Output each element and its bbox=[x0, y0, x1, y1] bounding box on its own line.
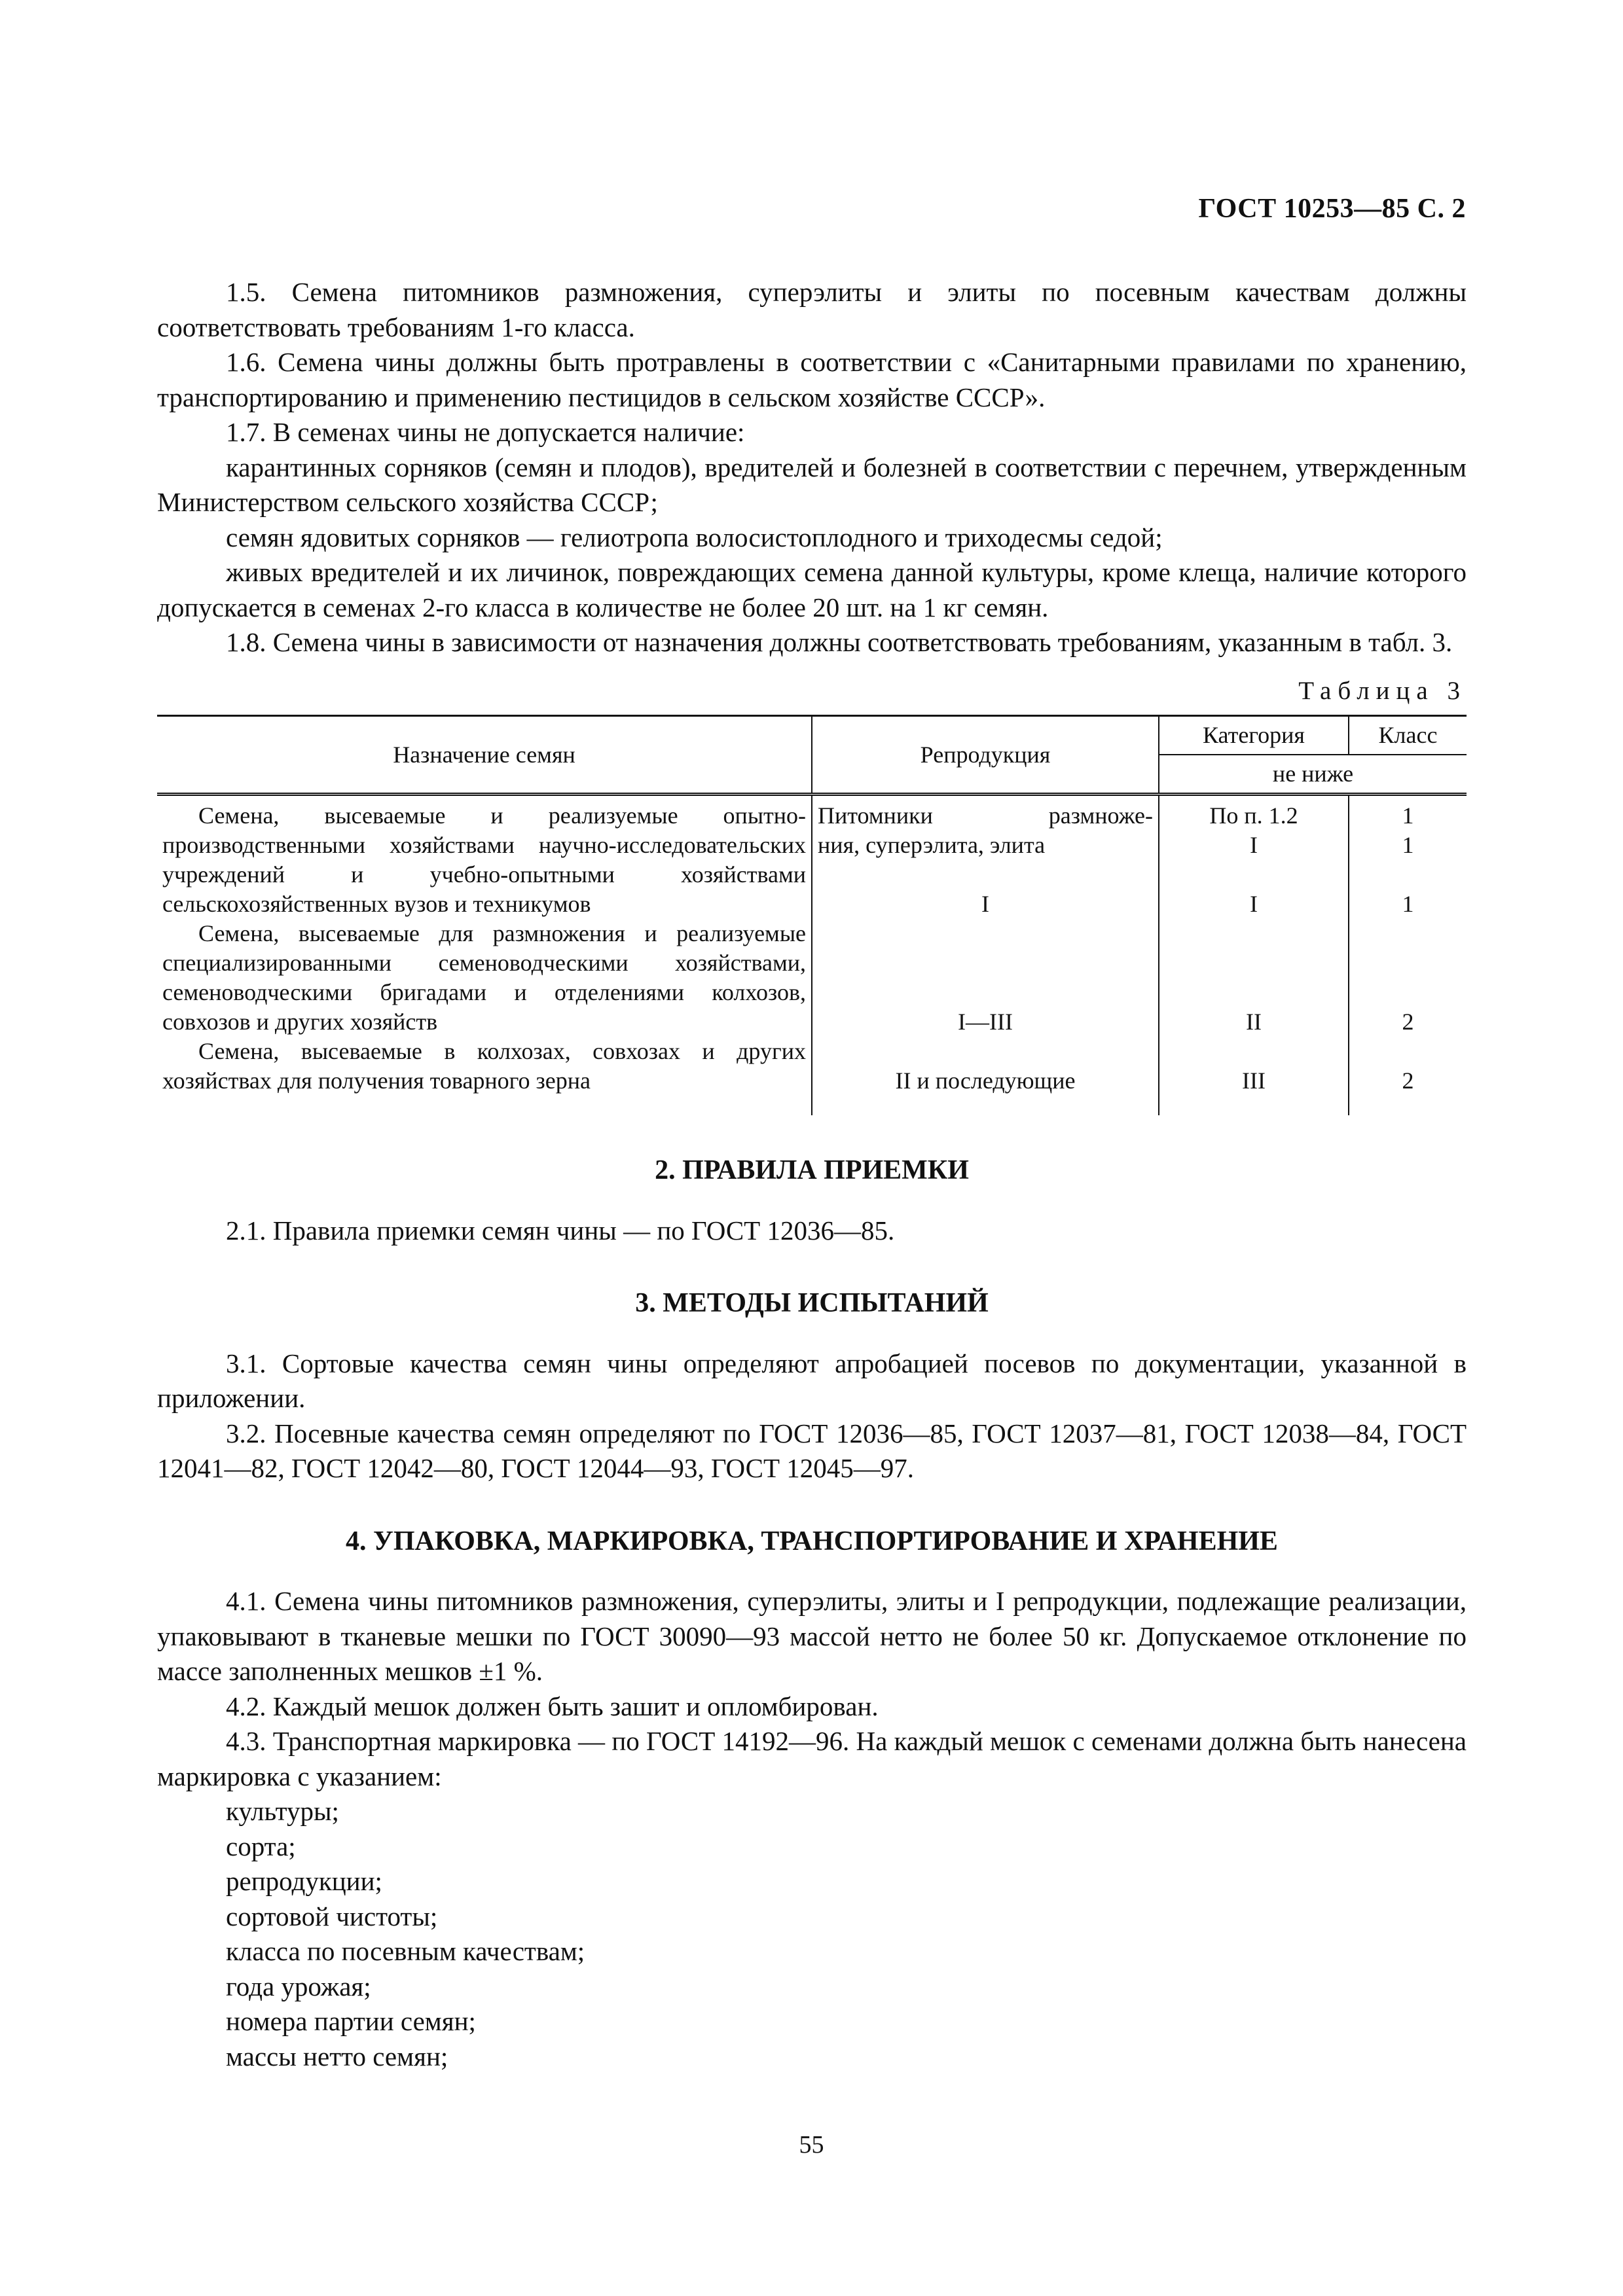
page-number: 55 bbox=[799, 2131, 824, 2159]
row-2-reproduction: I—III bbox=[812, 919, 1159, 1037]
seed-requirements-table bbox=[157, 715, 1467, 1115]
header-not-lower: не ниже bbox=[1159, 755, 1467, 795]
paragraph-1-7: 1.7. В семенах чины не допускается наличие: bbox=[226, 417, 745, 447]
section-4-title: 4. УПАКОВКА, МАРКИРОВКА, ТРАНСПОРТИРОВАНИЕ И ХРАНЕНИЕ bbox=[346, 1526, 1278, 1556]
paragraph-4-3: 4.3. Транспортная маркировка — по ГОСТ 14192—96. На каждый мешок с семенами должна быть нанесена маркировка с указанием: bbox=[157, 1726, 1467, 1791]
paragraph-1-7-item-3: живых вредителей и их личинок, повреждающих семена данной культуры, кроме клеща, наличие которого допускается в семенах 2-го класса в количестве не более 20 шт. на 1 кг семян. bbox=[157, 557, 1467, 622]
header-class: Класс bbox=[1349, 716, 1467, 755]
row-2-class: 2 bbox=[1349, 919, 1467, 1037]
marking-list-item: массы нетто семян; bbox=[226, 2041, 448, 2072]
table-caption: Таблица 3 bbox=[1298, 676, 1467, 705]
row-1-reproduction-line-4: I bbox=[812, 889, 1159, 919]
row-1-category-line-1: По п. 1.2 bbox=[1159, 795, 1349, 831]
row-1-class-line-2: 1 bbox=[1349, 831, 1467, 860]
paragraph-3-1: 3.1. Сортовые качества семян чины определяют апробацией посевов по документации, указанной в приложении. bbox=[157, 1348, 1467, 1413]
paragraph-4-2: 4.2. Каждый мешок должен быть зашит и опломбирован. bbox=[226, 1691, 879, 1721]
paragraph-3-2: 3.2. Посевные качества семян определяют по ГОСТ 12036—85, ГОСТ 12037—81, ГОСТ 12038—84, ГОСТ 12041—82, ГОСТ 12042—80, ГОСТ 12044—93, ГОСТ 12045—97. bbox=[157, 1418, 1467, 1483]
header-reproduction: Репродукция bbox=[812, 716, 1159, 795]
row-1-reproduction-line-1: Питомники размноже- bbox=[812, 795, 1159, 831]
section-3-title: 3. МЕТОДЫ ИСПЫТАНИЙ bbox=[635, 1288, 989, 1318]
paragraph-1-6: 1.6. Семена чины должны быть протравлены в соответствии с «Санитарными правилами по хранению, транспортированию и применению пестицидов в сельском хозяйстве СССР». bbox=[157, 347, 1467, 412]
marking-list-item: сорта; bbox=[226, 1831, 296, 1861]
row-3-reproduction: II и последующие bbox=[812, 1037, 1159, 1115]
row-3-purpose: Семена, высеваемые в колхозах, совхозах и других хозяйствах для получения товарного зерна bbox=[162, 1038, 806, 1094]
marking-list-item: номера партии семян; bbox=[226, 2006, 476, 2036]
row-1-class-line-3 bbox=[1349, 860, 1467, 889]
paragraph-4-1: 4.1. Семена чины питомников размножения, суперэлиты, элиты и I репродукции, подлежащие реализации, упаковывают в тканевые мешки по ГОСТ 30090—93 массой нетто не более 50 кг. Допускаемое отклонение по массе заполненных мешков ±1 %. bbox=[157, 1586, 1467, 1686]
row-1-class-line-1: 1 bbox=[1349, 795, 1467, 831]
document-body bbox=[157, 275, 1467, 2074]
row-1-category-line-3 bbox=[1159, 860, 1349, 889]
header-category: Категория bbox=[1159, 716, 1349, 755]
paragraph-2-1: 2.1. Правила приемки семян чины — по ГОСТ 12036—85. bbox=[226, 1215, 895, 1246]
row-1-reproduction-line-3 bbox=[812, 860, 1159, 889]
row-2-category: II bbox=[1159, 919, 1349, 1037]
marking-list-item: класса по посевным качествам; bbox=[226, 1936, 585, 1966]
row-1-category-line-2: I bbox=[1159, 831, 1349, 860]
table-row bbox=[157, 1037, 1467, 1115]
row-1-reproduction-line-2: ния, суперэлита, элита bbox=[812, 831, 1159, 860]
paragraph-1-8: 1.8. Семена чины в зависимости от назначения должны соответствовать требованиям, указанным в табл. 3. bbox=[226, 627, 1453, 657]
document-header: ГОСТ 10253—85 С. 2 bbox=[1198, 194, 1466, 224]
row-3-class: 2 bbox=[1349, 1037, 1467, 1115]
row-1-class-line-4: 1 bbox=[1349, 889, 1467, 919]
row-1-category-line-4: I bbox=[1159, 889, 1349, 919]
marking-list-item: культуры; bbox=[226, 1796, 339, 1826]
paragraph-1-7-item-2: семян ядовитых сорняков — гелиотропа волосистоплодного и триходесмы седой; bbox=[226, 522, 1163, 552]
marking-list-item: сортовой чистоты; bbox=[226, 1901, 438, 1931]
paragraph-1-7-item-1: карантинных сорняков (семян и плодов), вредителей и болезней в соответствии с перечнем, утвержденным Министерством сельского хозяйства СССР; bbox=[157, 452, 1467, 517]
header-purpose: Назначение семян bbox=[157, 716, 812, 795]
paragraph-1-5: 1.5. Семена питомников размножения, суперэлиты и элиты по посевным качествам должны соответствовать требованиям 1-го класса. bbox=[157, 277, 1467, 342]
table-row bbox=[157, 919, 1467, 1037]
marking-list-item: репродукции; bbox=[226, 1866, 382, 1896]
table-row bbox=[157, 795, 1467, 831]
row-2-purpose: Семена, высеваемые для размножения и реализуемые специализированными семеноводческими хозяйствами, семеноводческими бригадами и отделениями колхозов, совхозов и других хозяйств bbox=[162, 920, 806, 1035]
row-3-category: III bbox=[1159, 1037, 1349, 1115]
row-1-purpose: Семена, высеваемые и реализуемые опытно-производственными хозяйствами научно-исследовательских учреждений и учебно-опытными хозяйствами сельскохозяйственных вузов и техникумов bbox=[162, 802, 806, 917]
marking-list-item: года урожая; bbox=[226, 1971, 371, 2001]
section-2-title: 2. ПРАВИЛА ПРИЕМКИ bbox=[655, 1155, 969, 1185]
